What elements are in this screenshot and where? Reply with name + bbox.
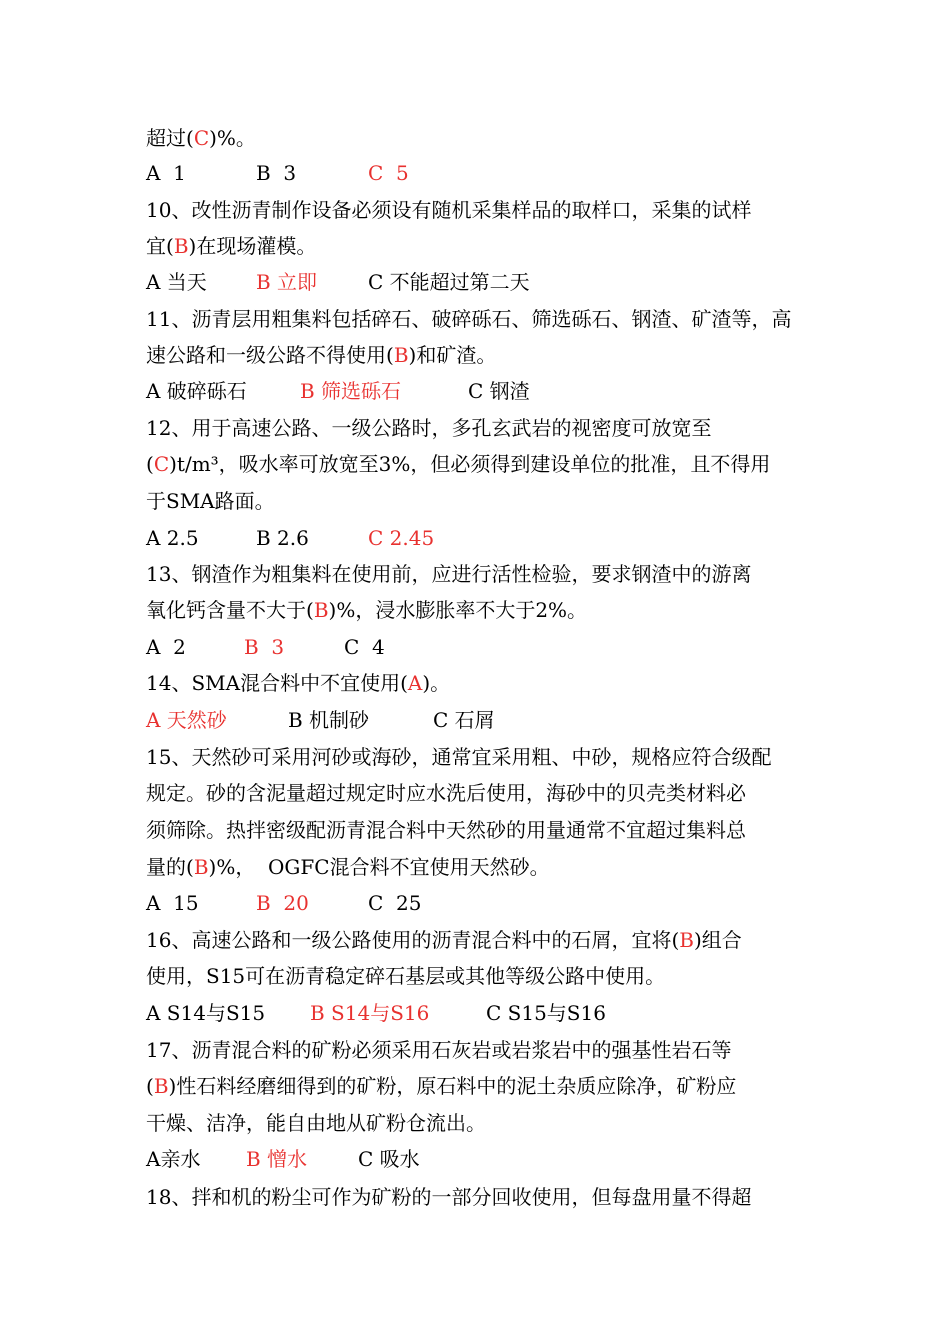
answer-option: C S15与S16	[486, 1001, 606, 1025]
answer-options-line	[146, 1001, 826, 1025]
answer-option: A 15	[146, 891, 199, 915]
answer-option: C 钢渣	[468, 379, 530, 403]
answer-option: B 2.6	[256, 526, 309, 550]
question-text-line	[146, 489, 826, 513]
text-segment: 须筛除。热拌密级配沥青混合料中天然砂的用量通常不宜超过集料总	[146, 818, 746, 842]
answer-option: C 吸水	[358, 1147, 420, 1171]
text-segment: 18、拌和机的粉尘可作为矿粉的一部分回收使用，但每盘用量不得超	[146, 1185, 752, 1209]
text-segment: 规定。砂的含泥量超过规定时应水洗后使用，海砂中的贝壳类材料必	[146, 781, 746, 805]
answer-option: C 4	[344, 635, 385, 659]
answer-options-line	[146, 635, 826, 659]
answer-option: A 当天	[146, 270, 207, 294]
correct-answer-option: B 3	[244, 635, 285, 659]
text-segment: 17、沥青混合料的矿粉必须采用石灰岩或岩浆岩中的强基性岩石等	[146, 1038, 732, 1062]
answer-option: A 破碎砾石	[146, 379, 247, 403]
question-text-line	[146, 818, 826, 842]
answer-option: B 机制砂	[288, 708, 370, 732]
question-text-line	[146, 416, 826, 440]
question-text-line	[146, 964, 826, 988]
correct-answer-option: B 憎水	[246, 1147, 308, 1171]
answer-options-line	[146, 379, 826, 403]
answer-option: A S14与S15	[146, 1001, 266, 1025]
text-segment: 16、高速公路和一级公路使用的沥青混合料中的石屑，宜将(	[146, 928, 680, 952]
correct-answer-option: B 筛选砾石	[300, 379, 402, 403]
text-segment: 11、沥青层用粗集料包括碎石、破碎砾石、筛选砾石、钢渣、矿渣等，高	[146, 307, 792, 331]
answer-option: A 2.5	[146, 526, 199, 550]
question-text-line	[146, 307, 826, 331]
text-segment: 15、天然砂可采用河砂或海砂，通常宜采用粗、中砂，规格应符合级配	[146, 745, 772, 769]
question-text-line	[146, 1111, 826, 1135]
question-text-line	[146, 855, 826, 879]
correct-answer-option: C 2.45	[368, 526, 435, 550]
answer-options-line	[146, 161, 826, 185]
question-text-line	[146, 452, 826, 476]
text-segment: 14、SMA混合料中不宜使用(	[146, 671, 408, 695]
text-segment: 氧化钙含量不大于(	[146, 598, 314, 622]
answer-options-line	[146, 1147, 826, 1171]
text-segment: )%。	[209, 126, 256, 150]
answer-options-line	[146, 270, 826, 294]
answer-letter: B	[153, 1074, 169, 1098]
question-text-line	[146, 562, 826, 586]
question-text-line	[146, 198, 826, 222]
text-segment: 12、用于高速公路、一级公路时，多孔玄武岩的视密度可放宽至	[146, 416, 712, 440]
question-text-line	[146, 1185, 826, 1209]
answer-option: C 25	[368, 891, 422, 915]
text-segment: 于SMA路面。	[146, 489, 275, 513]
question-text-line	[146, 745, 826, 769]
correct-answer-option: B 20	[256, 891, 309, 915]
answer-option: C 不能超过第二天	[368, 270, 530, 294]
text-segment: 干燥、洁净，能自由地从矿粉仓流出。	[146, 1111, 486, 1135]
answer-letter: B	[393, 343, 409, 367]
question-text-line	[146, 126, 826, 150]
text-segment: 宜(	[146, 234, 174, 258]
answer-letter: B	[193, 855, 209, 879]
correct-answer-option: C 5	[368, 161, 409, 185]
text-segment: )%， OGFC混合料不宜使用天然砂。	[208, 855, 550, 879]
answer-letter: A	[407, 671, 423, 695]
correct-answer-option: B 立即	[256, 270, 318, 294]
correct-answer-option: B S14与S16	[310, 1001, 430, 1025]
text-segment: )%，浸水膨胀率不大于2%。	[328, 598, 588, 622]
answer-option: C 石屑	[433, 708, 495, 732]
question-text-line	[146, 343, 826, 367]
answer-options-line	[146, 526, 826, 550]
text-segment: )t/m³，吸水率可放宽至3%，但必须得到建设单位的批准，且不得用	[169, 452, 771, 476]
question-text-line	[146, 781, 826, 805]
text-segment: )性石料经磨细得到的矿粉，原石料中的泥土杂质应除净，矿粉应	[168, 1074, 737, 1098]
text-segment: 超过(	[146, 126, 194, 150]
correct-answer-option: A 天然砂	[146, 708, 227, 732]
text-segment: )。	[422, 671, 451, 695]
text-segment: 13、钢渣作为粗集料在使用前，应进行活性检验，要求钢渣中的游离	[146, 562, 752, 586]
answer-option: A 1	[146, 161, 186, 185]
answer-option: B 3	[256, 161, 297, 185]
text-segment: 使用，S15可在沥青稳定碎石基层或其他等级公路中使用。	[146, 964, 666, 988]
answer-letter: B	[173, 234, 189, 258]
answer-letter: B	[679, 928, 694, 952]
text-segment: )和矿渣。	[408, 343, 497, 367]
question-text-line	[146, 598, 826, 622]
text-segment: )组合	[693, 928, 742, 952]
answer-letter: B	[313, 598, 329, 622]
answer-option: A 2	[146, 635, 186, 659]
text-segment: (	[146, 1074, 154, 1098]
answer-options-line	[146, 891, 826, 915]
text-segment: 速公路和一级公路不得使用(	[146, 343, 394, 367]
answer-options-line	[146, 708, 826, 732]
text-segment: (	[146, 452, 154, 476]
text-segment: 量的(	[146, 855, 194, 879]
question-text-line	[146, 234, 826, 258]
question-text-line	[146, 1038, 826, 1062]
question-text-line	[146, 928, 826, 952]
text-segment: 10、改性沥青制作设备必须设有随机采集样品的取样口，采集的试样	[146, 198, 752, 222]
question-text-line	[146, 1074, 826, 1098]
answer-letter: C	[153, 452, 170, 476]
question-text-line	[146, 671, 826, 695]
text-segment: )在现场灌模。	[188, 234, 317, 258]
answer-option: A亲水	[146, 1147, 201, 1171]
answer-letter: C	[193, 126, 210, 150]
